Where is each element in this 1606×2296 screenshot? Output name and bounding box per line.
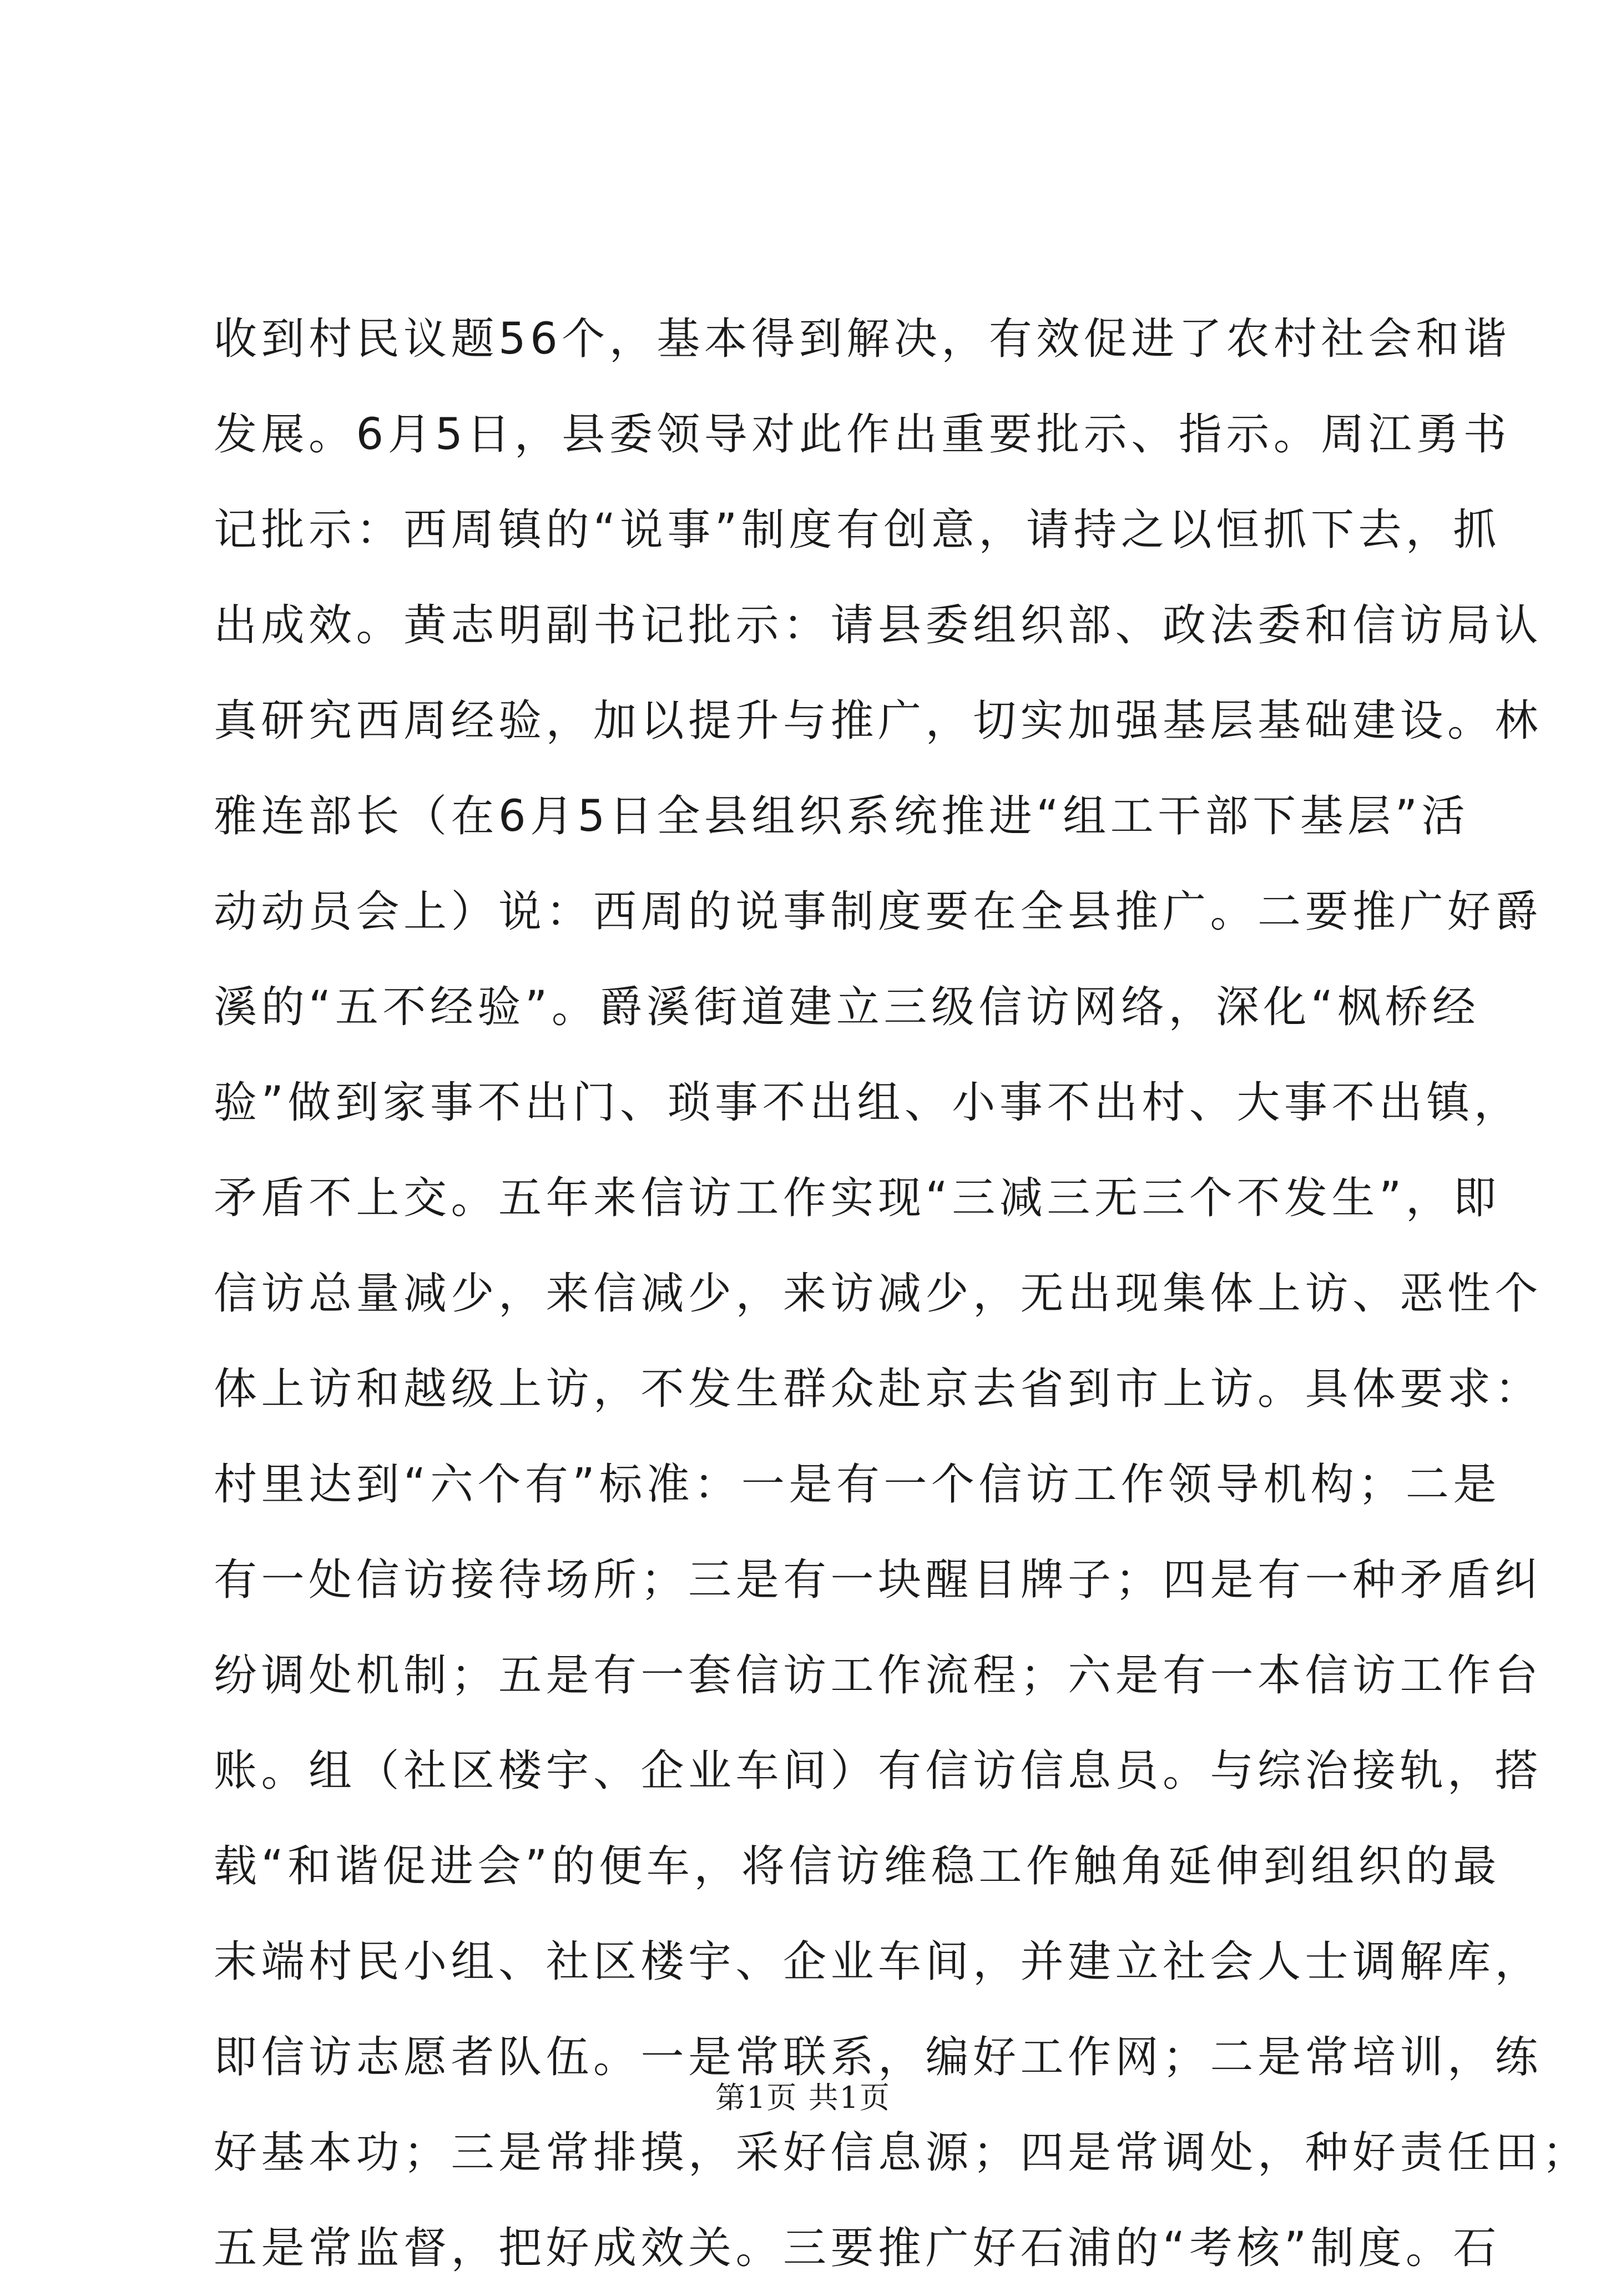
text-line: 出成效。黄志明副书记批示：请县委组织部、政法委和信访局认 [214, 601, 1543, 650]
text-line: 好基本功；三是常排摸，采好信息源；四是常调处，种好责任田； [214, 2128, 1590, 2178]
text-line: 记批示：西周镇的“说事”制度有创意，请持之以恒抓下去，抓 [214, 505, 1501, 555]
text-line: 动动员会上）说：西周的说事制度要在全县推广。二要推广好爵 [214, 887, 1543, 937]
text-line: 信访总量减少，来信减少，来访减少，无出现集体上访、恶性个 [214, 1269, 1543, 1319]
text-line: 体上访和越级上访，不发生群众赴京去省到市上访。具体要求： [214, 1364, 1543, 1414]
text-line: 即信访志愿者队伍。一是常联系，编好工作网；二是常培训，练 [214, 2032, 1543, 2082]
text-line: 真研究西周经验，加以提升与推广，切实加强基层基础建设。林 [214, 696, 1543, 746]
text-line: 溪的“五不经验”。爵溪街道建立三级信访网络，深化“枫桥经 [214, 982, 1480, 1032]
text-line: 村里达到“六个有”标准：一是有一个信访工作领导机构；二是 [214, 1460, 1501, 1510]
text-line: 验”做到家事不出门、琐事不出组、小事不出村、大事不出镇， [214, 1078, 1522, 1128]
text-line: 有一处信访接待场所；三是有一块醒目牌子；四是有一种矛盾纠 [214, 1555, 1543, 1605]
text-line: 末端村民小组、社区楼宇、企业车间，并建立社会人士调解库， [214, 1937, 1543, 1987]
text-line: 发展。6月5日，县委领导对此作出重要批示、指示。周江勇书 [214, 410, 1511, 460]
text-line: 载“和谐促进会”的便车，将信访维稳工作触角延伸到组织的最 [214, 1841, 1501, 1891]
page-footer [0, 2078, 1606, 2117]
body-text [214, 291, 1590, 2296]
page-number: 第1页 共1页 [715, 2080, 891, 2115]
text-line: 五是常监督，把好成效关。三要推广好石浦的“考核”制度。石 [214, 2223, 1501, 2273]
text-line: 矛盾不上交。五年来信访工作实现“三减三无三个不发生”，即 [214, 1173, 1501, 1223]
text-line: 收到村民议题56个，基本得到解决，有效促进了农村社会和谐 [214, 314, 1511, 364]
text-line: 账。组（社区楼宇、企业车间）有信访信息员。与综治接轨，搭 [214, 1746, 1543, 1796]
text-line: 雅连部长（在6月5日全县组织系统推进“组工干部下基层”活 [214, 791, 1469, 841]
text-line: 纷调处机制；五是有一套信访工作流程；六是有一本信访工作台 [214, 1651, 1543, 1700]
